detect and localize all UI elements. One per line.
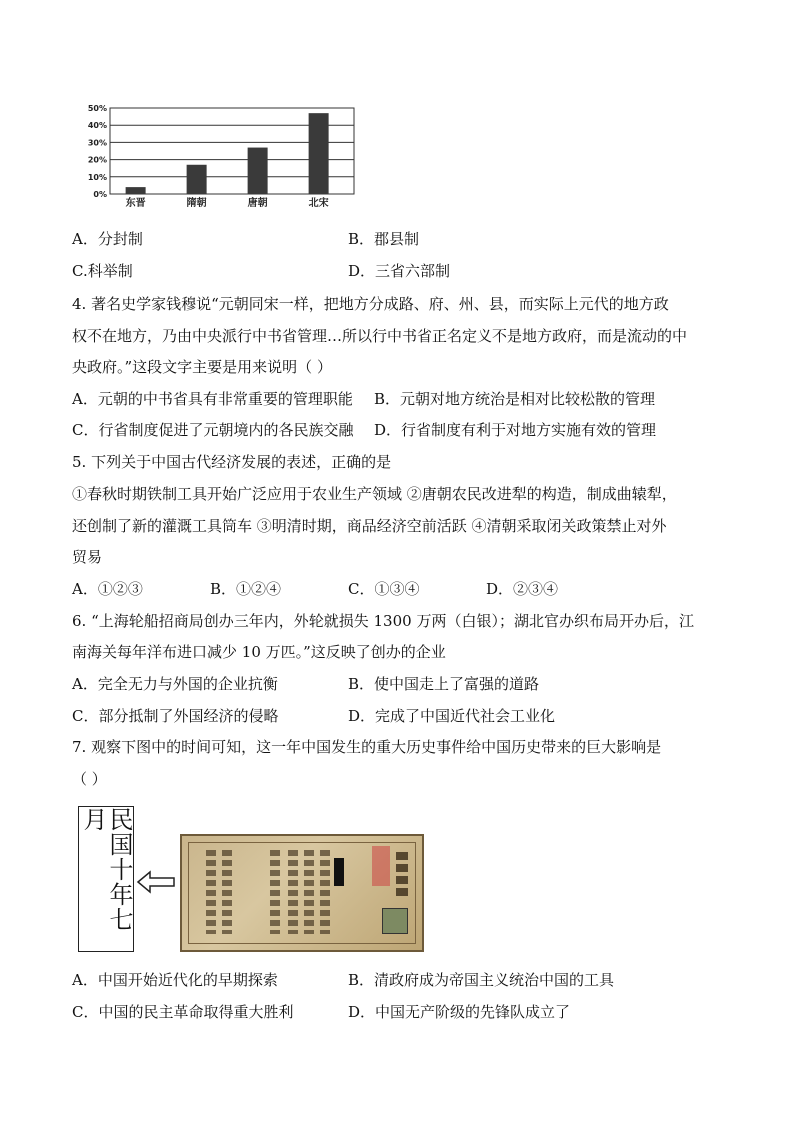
q4-option-a: A．元朝的中书省具有非常重要的管理职能 (72, 390, 353, 408)
option-letter: B． (348, 230, 375, 248)
photo-seal (382, 908, 408, 934)
certificate-text-column (206, 850, 216, 934)
bar-chart (80, 98, 360, 218)
diploma-figure (76, 806, 426, 956)
arrow-left-icon (136, 870, 176, 894)
y-tick-label: 40% (87, 121, 107, 131)
q5-item-line: 贸易 (72, 548, 103, 566)
graduation-certificate-image (180, 834, 424, 952)
q7-stem-line: 7. 观察下图中的时间可知，这一年中国发生的重大历史事件给中国历史带来的巨大影响是 (72, 738, 662, 756)
q3-option-b (348, 229, 419, 249)
q5-option-c: C．①③④ (348, 580, 420, 598)
q7-option-a: A．中国开始近代化的早期探索 (72, 971, 278, 989)
q4-stem-line: 权不在地方，乃由中央派行中书省管理…所以行中书省正名定义不是地方政府，而是流动的中 (72, 327, 688, 345)
x-tick-label: 东晋 (125, 198, 146, 209)
date-label: 民国十年七月 (79, 807, 133, 932)
date-label-box (78, 806, 134, 952)
certificate-text-column (270, 850, 280, 934)
option-text: 郡县制 (374, 230, 420, 248)
q7-option-c: C．中国的民主革命取得重大胜利 (72, 1003, 294, 1021)
q5-item-line: ①春秋时期铁制工具开始广泛应用于农业生产领域 ②唐朝农民改进犁的构造，制成曲辕犁， (72, 485, 677, 503)
q4-option-d: D．行省制度有利于对地方实施有效的管理 (374, 421, 657, 439)
y-tick-label: 30% (87, 138, 107, 148)
bar-东晋 (126, 187, 146, 194)
q4-option-c: C．行省制度促进了元朝境内的各民族交融 (72, 421, 354, 439)
option-text: 三省六部制 (375, 262, 451, 280)
x-tick-label: 隋朝 (186, 198, 207, 209)
x-tick-label: 北宋 (308, 198, 329, 209)
x-tick-label: 唐朝 (247, 198, 268, 209)
q4-stem-line: 央政府。”这段文字主要是用来说明（ ） (72, 358, 332, 376)
q4-stem-line: 4. 著名史学家钱穆说“元朝同宋一样，把地方分成路、府、州、县，而实际上元代的地方政 (72, 295, 669, 313)
option-letter: C. (72, 262, 88, 280)
option-letter: A． (72, 230, 98, 248)
q6-option-a: A．完全无力与外国的企业抗衡 (72, 675, 278, 693)
q6-option-c: C．部分抵制了外国经济的侵略 (72, 707, 279, 725)
q7-stem-line: （ ） (72, 770, 107, 788)
certificate-title (396, 852, 408, 898)
certificate-text-column (288, 850, 298, 934)
q6-stem-line: 6. “上海轮船招商局创办三年内，外轮就损失 1300 万两（白银）；湖北官办织布局开办后，江 (72, 612, 694, 630)
q6-stem-line: 南海关每年洋布进口减少 10 万匹。”这反映了创办的企业 (72, 643, 446, 661)
redacted-mark (334, 858, 344, 886)
q5-option-a: A．①②③ (72, 580, 143, 598)
certificate-text-column (304, 850, 314, 934)
option-text: 分封制 (97, 230, 143, 248)
bar-唐朝 (248, 148, 268, 194)
q7-option-d: D．中国无产阶级的先锋队成立了 (348, 1003, 571, 1021)
q3-option-a (72, 229, 143, 249)
q5-stem: 5. 下列关于中国古代经济发展的表述，正确的是 (72, 453, 392, 471)
certificate-text-column (222, 850, 232, 934)
bar-隋朝 (187, 165, 207, 194)
q6-option-d: D．完成了中国近代社会工业化 (348, 707, 556, 725)
q5-item-line: 还创制了新的灌溉工具筒车 ③明清时期，商品经济空前活跃 ④清朝采取闭关政策禁止对外 (72, 517, 667, 535)
q6-option-b: B．使中国走上了富强的道路 (348, 675, 540, 693)
q4-option-b: B．元朝对地方统治是相对比较松散的管理 (374, 390, 656, 408)
q5-option-d: D．②③④ (486, 580, 559, 598)
q3-option-c (72, 261, 133, 281)
option-text: 科举制 (87, 262, 133, 280)
y-tick-label: 50% (87, 104, 107, 113)
bar-北宋 (309, 113, 329, 194)
option-letter: D． (348, 262, 376, 280)
y-tick-label: 20% (87, 155, 107, 165)
certificate-text-column (320, 850, 330, 934)
q5-option-b: B．①②④ (210, 580, 282, 598)
q3-option-d (348, 261, 450, 281)
q7-option-b: B．清政府成为帝国主义统治中国的工具 (348, 971, 615, 989)
y-tick-label: 10% (87, 172, 107, 182)
red-stamp (372, 846, 390, 886)
y-tick-label: 0% (93, 190, 107, 199)
